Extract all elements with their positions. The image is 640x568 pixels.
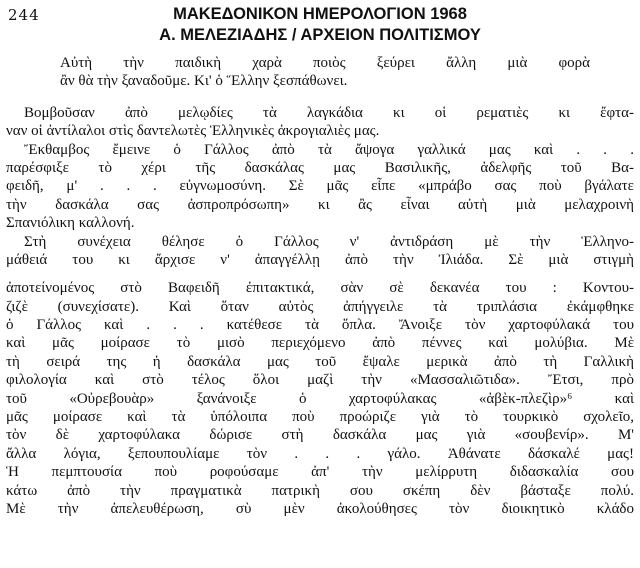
text-line: φιλολογία καὶ στὸ τέλος ὅλοι μαζὶ τὴν «Μασσαλιῶτιδα». Ἔτσι, πρὸ <box>6 372 634 389</box>
text-line: τὴν δασκάλα σας ἀσπροπρόσωπη» κι ἂς εἶναι αὐτὴ μιὰ μελαχροινὴ <box>6 196 634 213</box>
text-line: καὶ μᾶς μοίρασε τὸ μισὸ περιεχόμενο ἀπὸ πέννες καὶ μολύβια. Μὲ <box>6 335 634 352</box>
text-line: τοῦ «Οὐρεβουὰρ» ξανάνοιξε ὁ χαρτοφύλακας «ἀβὲκ-πλεζὶρ»⁶ καὶ <box>6 390 634 407</box>
text-line: ζιζὲ (συνεχίσατε). Καὶ ὅταν αὐτὸς ἀπήγγειλε τὰ τριπλάσια ἐκάμφθηκε <box>6 298 634 315</box>
header-title: ΜΑΚΕΔΟΝΙΚΟΝ ΗΜΕΡΟΛΟΓΙΟΝ 1968 <box>173 5 467 23</box>
text-line: φειδῆ, μ' . . . εὐγνωμοσύνη. Σὲ μᾶς εἶπε «μπράβο σας ποὺ βγάλατε <box>6 178 634 195</box>
header-subtitle: Α. ΜΕΛΕΖΙΑΔΗΣ / ΑΡΧΕΙΟΝ ΠΟΛΙΤΙΣΜΟΥ <box>159 26 481 44</box>
text-line: ὁ Γάλλος καὶ . . . κατέθεσε τὰ ὅπλα. Ἄνοιξε τὸν χαρτοφύλακά του <box>6 317 634 334</box>
text-line: Μὲ τὴν ἀπελευθέρωση, σὺ μὲν ἀκολούθησες τὸν διοικητικὸ κλάδο <box>6 500 634 517</box>
text-line: ἀποτείνομένος στὸ Βαφειδῆ ἐπιτακτικά, σὰν σὲ δεκανέα του : Κοντου- <box>6 280 634 297</box>
text-line: κάτω ἀπὸ τὴν πραγματικὰ πατρικὴ σου σκέπη δὲν βάσταξε πολύ. <box>6 482 634 499</box>
paragraph <box>6 104 634 141</box>
text-line: ἄλλα λόγια, ξεπουπουλίαμε τὸν . . . γάλο. Ἀθάνατε δάσκαλέ μας! <box>6 445 634 462</box>
text-line: μάθειά του κι ἄρχισε ν' ἀπαγγέλλῃ ἀπὸ τὴν Ἰλιάδα. Σὲ μιὰ στιγμὴ <box>6 251 634 268</box>
text-line: Ἔκθαμβος ἔμεινε ὁ Γάλλος ἀπὸ τὰ ἄψογα γαλλικά μας καὶ . . . <box>24 141 634 158</box>
text-line: τὸν δὲ χαρτοφύλακα δώρισε στὴ δασκάλα μας γιὰ «σουβενίρ». Μ' <box>6 427 634 444</box>
text-line: παρέσφιξε τὸ χέρι τῆς δασκάλας μας Βασιλικῆς, ἀδελφῆς τοῦ Βα- <box>6 159 634 176</box>
document-body <box>6 54 634 518</box>
text-line: τὴ σειρά της ἡ δασκάλα μας τοῦ ἔψαλε μερικὰ ἀπὸ τὴ Γαλλικὴ <box>6 353 634 370</box>
text-line: Σπανιόλικη καλλονή. <box>6 215 135 232</box>
poem-line: ἂν θὰ τὴν ξαναδοῦμε. Κι' ὁ Ἕλλην ξεσπάθωνει. <box>60 73 348 90</box>
text-line: μᾶς μοίρασε καὶ τὰ ὑπόλοιπα ποὺ προώριζε γιὰ τὸ τουρκικὸ σχολεῖο, <box>6 409 634 426</box>
page-number: 244 <box>8 6 40 24</box>
poem-block <box>6 54 634 91</box>
paragraph <box>6 141 634 233</box>
poem-line: Αὐτὴ τὴν παιδικὴ χαρὰ ποιὸς ξεύρει ἄλλη μιὰ φορὰ <box>60 55 590 71</box>
paragraph <box>6 279 634 518</box>
text-line: Στὴ συνέχεια θέλησε ὁ Γάλλος ν' ἀντιδράση μὲ τὴν Ἑλληνο- <box>24 233 634 250</box>
page-header <box>0 4 640 46</box>
text-line: Ἡ πεμπτουσία ποὺ ροφούσαμε ἀπ' τὴν μελίρρυτη διδασκαλία σου <box>6 464 634 481</box>
text-line: Βομβοῦσαν ἀπὸ μελῳδίες τὰ λαγκάδια κι οἱ ρεματιὲς κι ἔφτα- <box>24 104 634 121</box>
text-line: ναν οἱ ἀντίλαλοι στὶς δαντελωτὲς Ἑλληνικὲς ἀκρογιαλιὲς μας. <box>6 123 380 140</box>
paragraph <box>6 233 634 270</box>
